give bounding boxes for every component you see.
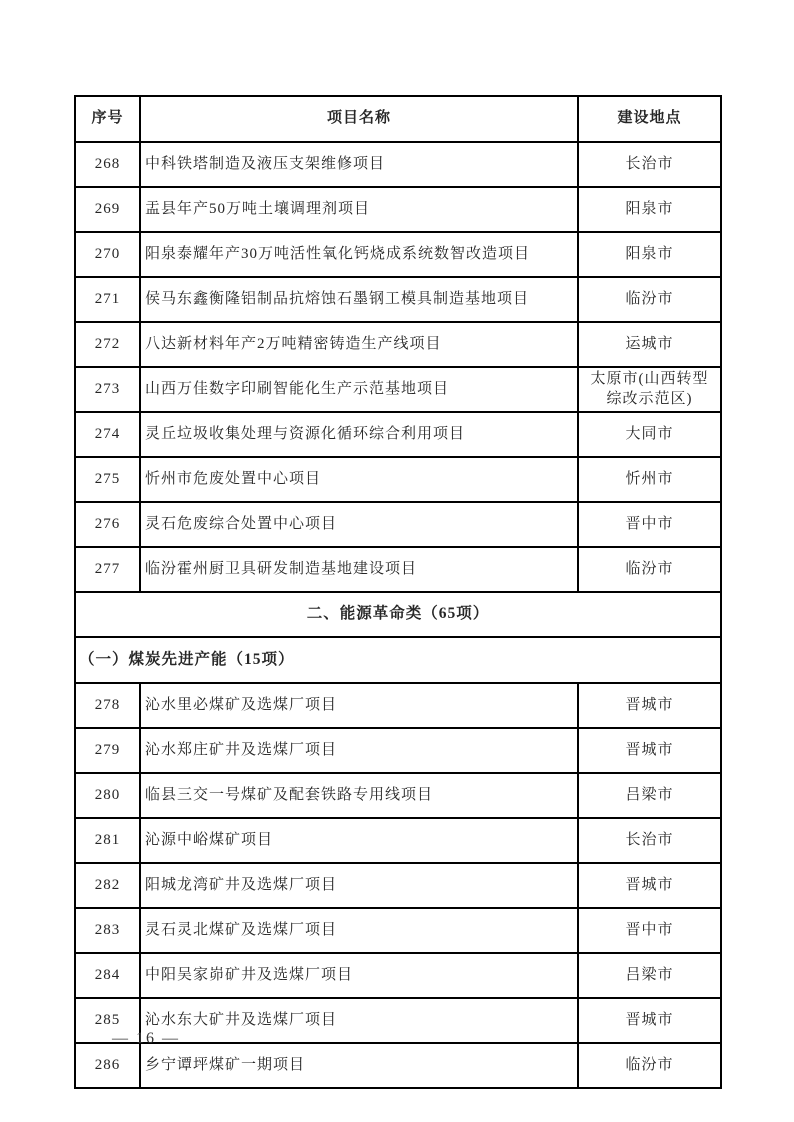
cell-serial-number: 279 — [75, 728, 140, 773]
cell-serial-number: 284 — [75, 953, 140, 998]
cell-location: 忻州市 — [578, 457, 721, 502]
cell-serial-number: 268 — [75, 142, 140, 187]
table-row — [75, 908, 721, 953]
table-row — [75, 953, 721, 998]
projects-table — [74, 95, 722, 1089]
section-header-row — [75, 592, 721, 637]
cell-serial-number: 281 — [75, 818, 140, 863]
column-header-project-name: 项目名称 — [140, 96, 578, 142]
table-row — [75, 1043, 721, 1088]
subsection-header-label: （一）煤炭先进产能（15项） — [75, 637, 721, 683]
cell-serial-number: 280 — [75, 773, 140, 818]
cell-location: 临汾市 — [578, 1043, 721, 1088]
cell-serial-number: 270 — [75, 232, 140, 277]
cell-location: 晋城市 — [578, 683, 721, 728]
cell-location: 临汾市 — [578, 277, 721, 322]
table-row — [75, 863, 721, 908]
column-header-serial: 序号 — [75, 96, 140, 142]
subsection-header-row — [75, 637, 721, 683]
table-row — [75, 728, 721, 773]
table-row — [75, 502, 721, 547]
cell-serial-number: 274 — [75, 412, 140, 457]
cell-serial-number: 277 — [75, 547, 140, 592]
cell-location: 吕梁市 — [578, 773, 721, 818]
cell-project-name: 沁源中峪煤矿项目 — [140, 818, 578, 863]
table-row — [75, 277, 721, 322]
cell-project-name: 山西万佳数字印刷智能化生产示范基地项目 — [140, 367, 578, 412]
cell-project-name: 沁水东大矿井及选煤厂项目 — [140, 998, 578, 1043]
table-row — [75, 818, 721, 863]
cell-serial-number: 269 — [75, 187, 140, 232]
cell-project-name: 阳泉泰耀年产30万吨活性氧化钙烧成系统数智改造项目 — [140, 232, 578, 277]
cell-serial-number: 278 — [75, 683, 140, 728]
cell-serial-number: 275 — [75, 457, 140, 502]
cell-serial-number: 276 — [75, 502, 140, 547]
table-row — [75, 547, 721, 592]
cell-serial-number: 272 — [75, 322, 140, 367]
cell-location: 长治市 — [578, 818, 721, 863]
cell-project-name: 临县三交一号煤矿及配套铁路专用线项目 — [140, 773, 578, 818]
cell-serial-number: 271 — [75, 277, 140, 322]
cell-serial-number: 282 — [75, 863, 140, 908]
table-row — [75, 232, 721, 277]
cell-location: 临汾市 — [578, 547, 721, 592]
cell-location: 阳泉市 — [578, 232, 721, 277]
column-header-location: 建设地点 — [578, 96, 721, 142]
cell-project-name: 临汾霍州厨卫具研发制造基地建设项目 — [140, 547, 578, 592]
cell-location: 晋城市 — [578, 863, 721, 908]
cell-location: 晋城市 — [578, 998, 721, 1043]
table-row — [75, 457, 721, 502]
cell-project-name: 忻州市危废处置中心项目 — [140, 457, 578, 502]
page-number: — 16 — — [112, 1030, 180, 1047]
cell-location: 吕梁市 — [578, 953, 721, 998]
cell-location: 晋中市 — [578, 908, 721, 953]
table-row — [75, 187, 721, 232]
table-header-row — [75, 96, 721, 142]
table-row — [75, 412, 721, 457]
cell-project-name: 盂县年产50万吨土壤调理剂项目 — [140, 187, 578, 232]
cell-project-name: 中科铁塔制造及液压支架维修项目 — [140, 142, 578, 187]
table-row — [75, 322, 721, 367]
cell-serial-number: 273 — [75, 367, 140, 412]
section-header-label: 二、能源革命类（65项） — [75, 592, 721, 637]
cell-project-name: 灵丘垃圾收集处理与资源化循环综合利用项目 — [140, 412, 578, 457]
cell-location: 长治市 — [578, 142, 721, 187]
cell-location: 大同市 — [578, 412, 721, 457]
cell-location: 晋城市 — [578, 728, 721, 773]
cell-project-name: 八达新材料年产2万吨精密铸造生产线项目 — [140, 322, 578, 367]
table-row — [75, 142, 721, 187]
cell-project-name: 沁水郑庄矿井及选煤厂项目 — [140, 728, 578, 773]
table-row — [75, 367, 721, 412]
cell-project-name: 阳城龙湾矿井及选煤厂项目 — [140, 863, 578, 908]
table-row — [75, 773, 721, 818]
cell-project-name: 灵石危废综合处置中心项目 — [140, 502, 578, 547]
cell-location: 太原市(山西转型综改示范区) — [578, 367, 721, 412]
cell-project-name: 灵石灵北煤矿及选煤厂项目 — [140, 908, 578, 953]
cell-location: 晋中市 — [578, 502, 721, 547]
cell-project-name: 乡宁谭坪煤矿一期项目 — [140, 1043, 578, 1088]
cell-serial-number: 283 — [75, 908, 140, 953]
cell-serial-number: 286 — [75, 1043, 140, 1088]
cell-location: 阳泉市 — [578, 187, 721, 232]
cell-project-name: 侯马东鑫衡隆铝制品抗熔蚀石墨钢工模具制造基地项目 — [140, 277, 578, 322]
cell-serial-number: 285 — [75, 998, 140, 1043]
cell-project-name: 中阳吴家峁矿井及选煤厂项目 — [140, 953, 578, 998]
cell-project-name: 沁水里必煤矿及选煤厂项目 — [140, 683, 578, 728]
table-row — [75, 683, 721, 728]
cell-location: 运城市 — [578, 322, 721, 367]
